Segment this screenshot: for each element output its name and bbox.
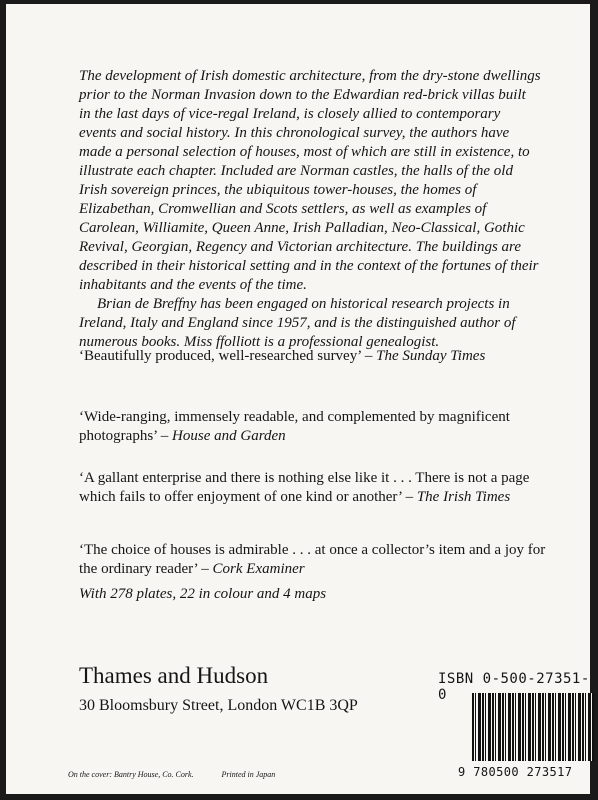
review-quote [79, 541, 549, 579]
review-text: ‘A gallant enterprise and there is nothing else like it . . . There is not a page which fails to offer enjoyment of one kind or another’ – [79, 470, 530, 505]
review-source: House and Garden [172, 428, 286, 444]
publisher-address: 30 Bloomsbury Street, London WC1B 3QP [79, 697, 358, 714]
barcode-number: 9 780500 273517 [458, 765, 573, 779]
back-cover [6, 4, 590, 794]
review-text: ‘The choice of houses is admirable . . . at once a collector’s item and a joy for the ordinary reader’ – [79, 542, 546, 577]
footer-credits [68, 770, 301, 779]
review-quote [79, 408, 549, 446]
description-paragraph: The development of Irish domestic architecture, from the dry-stone dwellings prior to the Norman Invasion down to the Edwardian red-brick villas built in the last days of vice-regal Ireland, is closely allied to contemporary events and social history. In this chronological survey, the authors have made a personal selection of houses, most of which are still in existence, to illustrate each chapter. Included are Norman castles, the halls of the old Irish sovereign princes, the ubiquitous tower-houses, the homes of Elizabethan, Cromwellian and Scots settlers, as well as examples of Carolean, Williamite, Queen Anne, Irish Palladian, Neo-Classical, Gothic Revival, Georgian, Regency and Victorian architecture. The buildings are described in their historical setting and in the context of the fortunes of their inhabitants and the events of the time. [79, 68, 541, 293]
barcode [472, 693, 594, 761]
review-source: The Sunday Times [376, 348, 486, 364]
review-quote [79, 347, 549, 366]
plates-note: With 278 plates, 22 in colour and 4 maps [79, 586, 327, 602]
review-text: ‘Wide-ranging, immensely readable, and complemented by magnificent photographs’ – [79, 409, 510, 444]
printed-in: Printed in Japan [221, 770, 276, 779]
description-blurb [79, 67, 541, 352]
review-text: ‘Beautifully produced, well-researched survey’ – [79, 348, 377, 364]
publisher-name: Thames and Hudson [79, 663, 269, 688]
isbn-number: ISBN 0-500-27351-0 [438, 671, 590, 703]
review-source: Cork Examiner [212, 561, 305, 577]
cover-credit: On the cover: Bantry House, Co. Cork. [68, 770, 194, 779]
review-source: The Irish Times [416, 489, 511, 505]
review-quote [79, 469, 549, 507]
author-bio: Brian de Breffny has been engaged on historical research projects in Ireland, Italy and England since 1957, and is the distinguished author of numerous books. Miss ffolliott is a professional genealogist. [79, 296, 516, 350]
